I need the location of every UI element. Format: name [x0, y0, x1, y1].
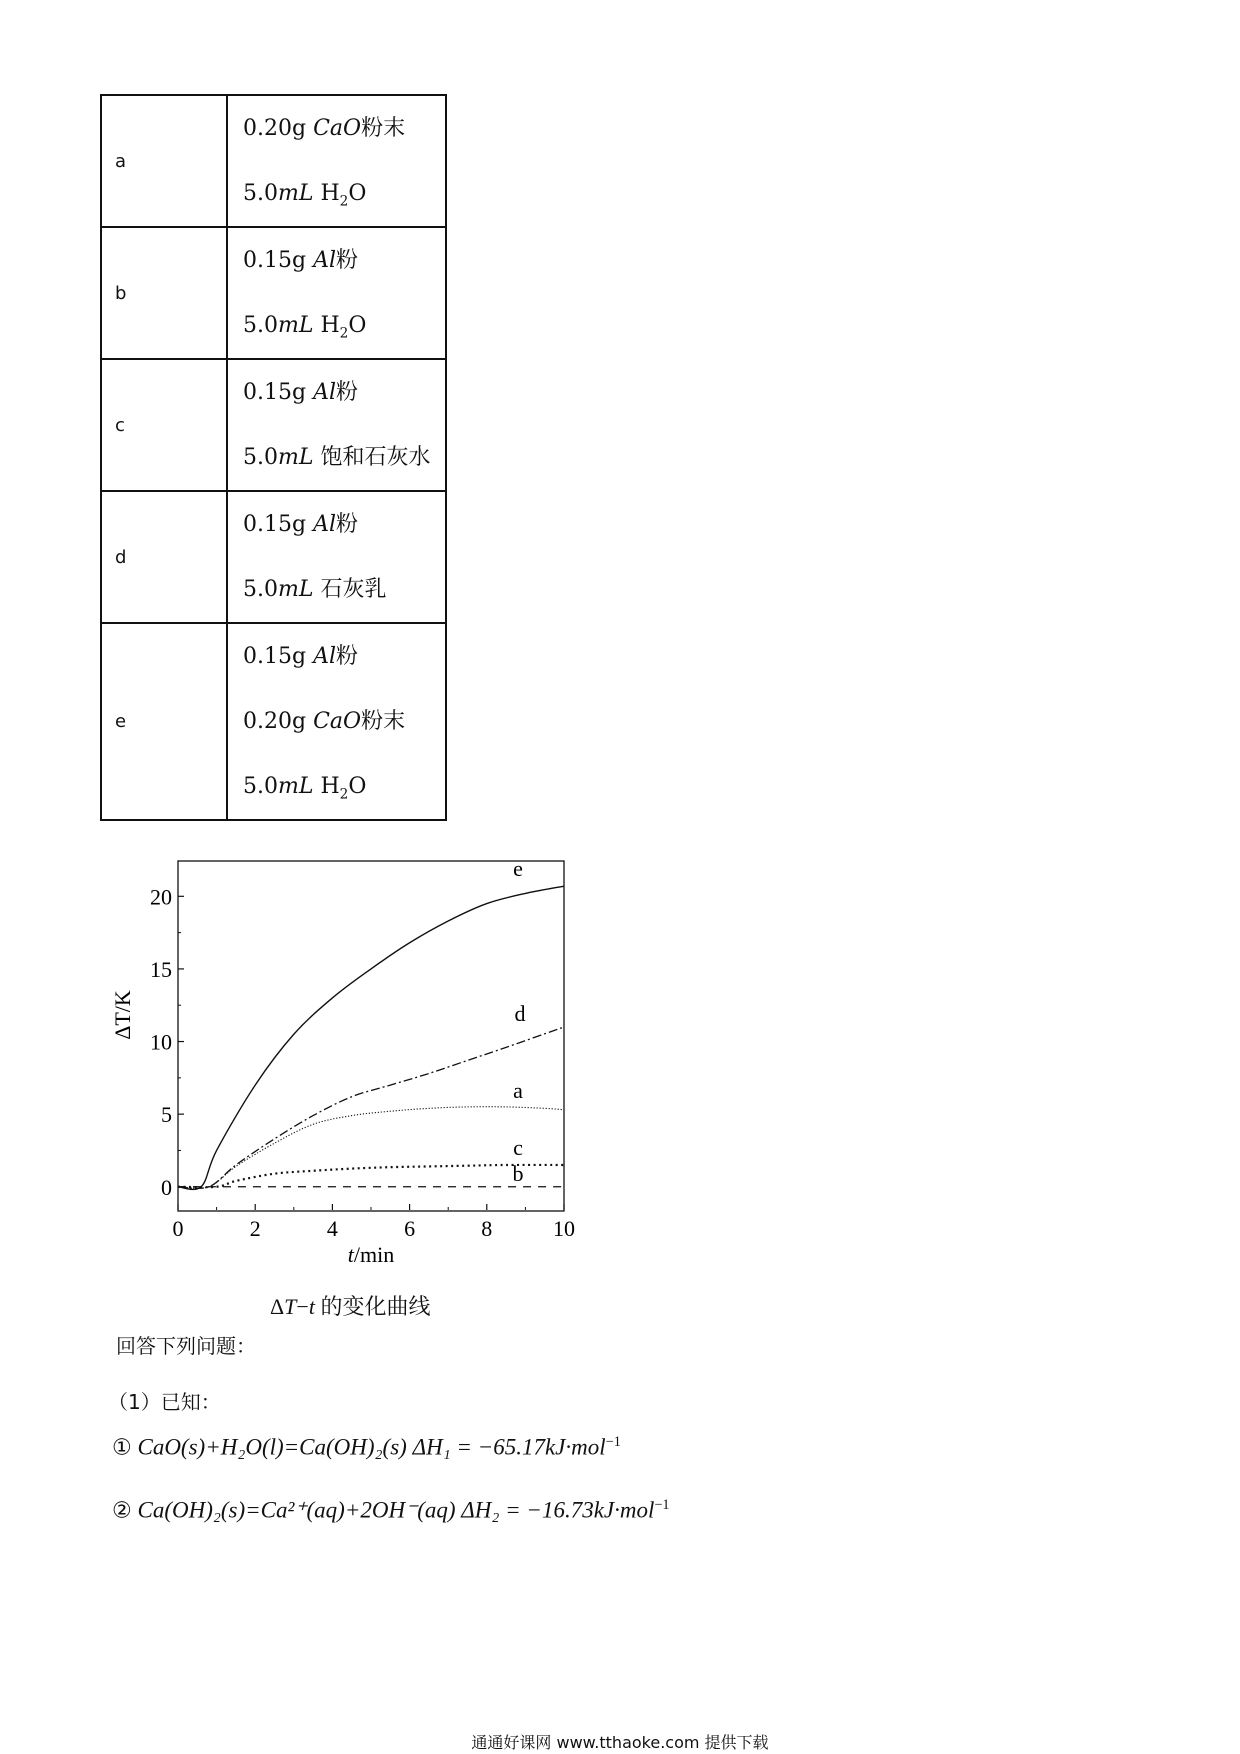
reagent-line [243, 360, 445, 425]
reagent-name: H [320, 181, 340, 206]
series-line-a [178, 1107, 564, 1189]
reagent-amount: 5.0 [243, 445, 278, 470]
reagent-name-tail: O [348, 774, 367, 799]
reagent-subscript: 2 [339, 786, 349, 803]
series-label-c: c [513, 1134, 523, 1160]
equation-2 [112, 1497, 670, 1524]
reagent-amount: 0.15g [243, 248, 307, 273]
table-row [101, 227, 446, 359]
series-label-a: a [513, 1077, 523, 1103]
reagent-line [243, 492, 445, 557]
reagent-amount: 5.0 [243, 774, 278, 799]
table-row [101, 491, 446, 623]
equation-enthalpy: ΔH₁ = −65.17kJ·mol [412, 1434, 606, 1460]
series-line-d [178, 1027, 564, 1188]
reagent-unit: mL [278, 313, 314, 338]
reagent-amount: 0.15g [243, 644, 307, 669]
reagent-cell [227, 623, 446, 820]
equation-body: CaO(s)+H₂O(l)=Ca(OH)₂(s) [137, 1434, 407, 1460]
reagent-form: 粉 [336, 644, 359, 669]
reagent-amount: 0.20g [243, 709, 307, 734]
x-tick-label: 8 [481, 1216, 493, 1241]
reagent-cell [227, 491, 446, 623]
reagent-line [243, 96, 445, 161]
x-tick-label: 2 [249, 1216, 261, 1241]
experiment-id: c [101, 359, 227, 491]
reagent-cell [227, 227, 446, 359]
reagent-cell [227, 359, 446, 491]
series-label-d: d [514, 1001, 526, 1027]
experiment-table [100, 94, 447, 821]
reagent-amount: 0.15g [243, 512, 307, 537]
y-tick-label: 5 [161, 1102, 172, 1128]
x-tick-label: 10 [553, 1216, 575, 1241]
reagent-line [243, 425, 445, 490]
answer-prompt: 回答下列问题： [116, 1334, 256, 1358]
reagent-name: Al [313, 380, 337, 405]
reagent-amount: 5.0 [243, 181, 278, 206]
reagent-line [243, 754, 445, 819]
reagent-line [243, 689, 445, 754]
y-tick-label: 20 [150, 884, 172, 910]
x-axis-variable: t [347, 1242, 354, 1267]
equation-1 [112, 1434, 621, 1461]
reagent-line [243, 624, 445, 689]
experiment-id: d [101, 491, 227, 623]
reagent-line [243, 293, 445, 358]
reagent-name: Al [313, 512, 337, 537]
chart-caption: ΔT−t 的变化曲线 [270, 1294, 431, 1319]
table-row [101, 623, 446, 820]
series-label-e: e [513, 860, 523, 882]
reagent-form: 粉 [336, 380, 359, 405]
reagent-amount: 0.15g [243, 380, 307, 405]
equation-unit-exponent: −1 [605, 1434, 621, 1450]
reagent-name: CaO [313, 709, 362, 734]
reagent-name: H [320, 774, 340, 799]
reagent-line [243, 228, 445, 293]
reagent-amount: 5.0 [243, 313, 278, 338]
experiment-id: a [101, 95, 227, 227]
series-line-e [178, 886, 564, 1189]
equation-marker: ② [112, 1498, 132, 1524]
experiment-id: b [101, 227, 227, 359]
reagent-unit: mL [278, 774, 314, 799]
reagent-cell [227, 95, 446, 227]
table-row [101, 359, 446, 491]
reagent-name: 饱和石灰水 [320, 445, 431, 470]
series-line-c [178, 1165, 564, 1187]
question-part-1: （1）已知： [108, 1390, 221, 1414]
reagent-form: 粉 [336, 512, 359, 537]
reagent-name: CaO [313, 116, 362, 141]
equation-marker: ① [112, 1435, 132, 1461]
reagent-unit: mL [278, 445, 314, 470]
x-tick-label: 4 [326, 1216, 338, 1241]
reagent-amount: 0.20g [243, 116, 307, 141]
page-footer: 通通好课网 www.tthaoke.com 提供下载 [471, 1733, 769, 1752]
y-tick-label: 15 [150, 956, 172, 982]
reagent-name: 石灰乳 [320, 577, 387, 602]
plot-frame [178, 861, 564, 1211]
reagent-line [243, 557, 445, 622]
table-row [101, 95, 446, 227]
temperature-chart [100, 860, 600, 1290]
equation-unit-exponent: −1 [654, 1497, 670, 1513]
series-label-b: b [512, 1160, 524, 1186]
reagent-name-tail: O [348, 313, 367, 338]
reagent-form: 粉末 [361, 709, 406, 734]
x-axis-label [348, 1242, 394, 1267]
reagent-subscript: 2 [339, 193, 349, 210]
y-tick-label: 0 [161, 1174, 172, 1200]
reagent-form: 粉 [336, 248, 359, 273]
y-tick-label: 10 [150, 1029, 172, 1055]
reagent-subscript: 2 [339, 325, 349, 342]
y-axis-label: ΔT/K [110, 990, 135, 1040]
reagent-form: 粉末 [361, 116, 406, 141]
equation-enthalpy: ΔH₂ = −16.73kJ·mol [461, 1497, 655, 1523]
reagent-unit: mL [278, 181, 314, 206]
equation-body: Ca(OH)₂(s)=Ca²⁺(aq)+2OH⁻(aq) [137, 1497, 456, 1523]
reagent-name: Al [313, 644, 337, 669]
reagent-name: H [320, 313, 340, 338]
x-axis-unit: /min [353, 1242, 395, 1267]
reagent-unit: mL [278, 577, 314, 602]
x-tick-label: 0 [172, 1216, 184, 1241]
reagent-amount: 5.0 [243, 577, 278, 602]
experiment-id: e [101, 623, 227, 820]
x-tick-label: 6 [404, 1216, 416, 1241]
reagent-name: Al [313, 248, 337, 273]
reagent-name-tail: O [348, 181, 367, 206]
reagent-line [243, 161, 445, 226]
